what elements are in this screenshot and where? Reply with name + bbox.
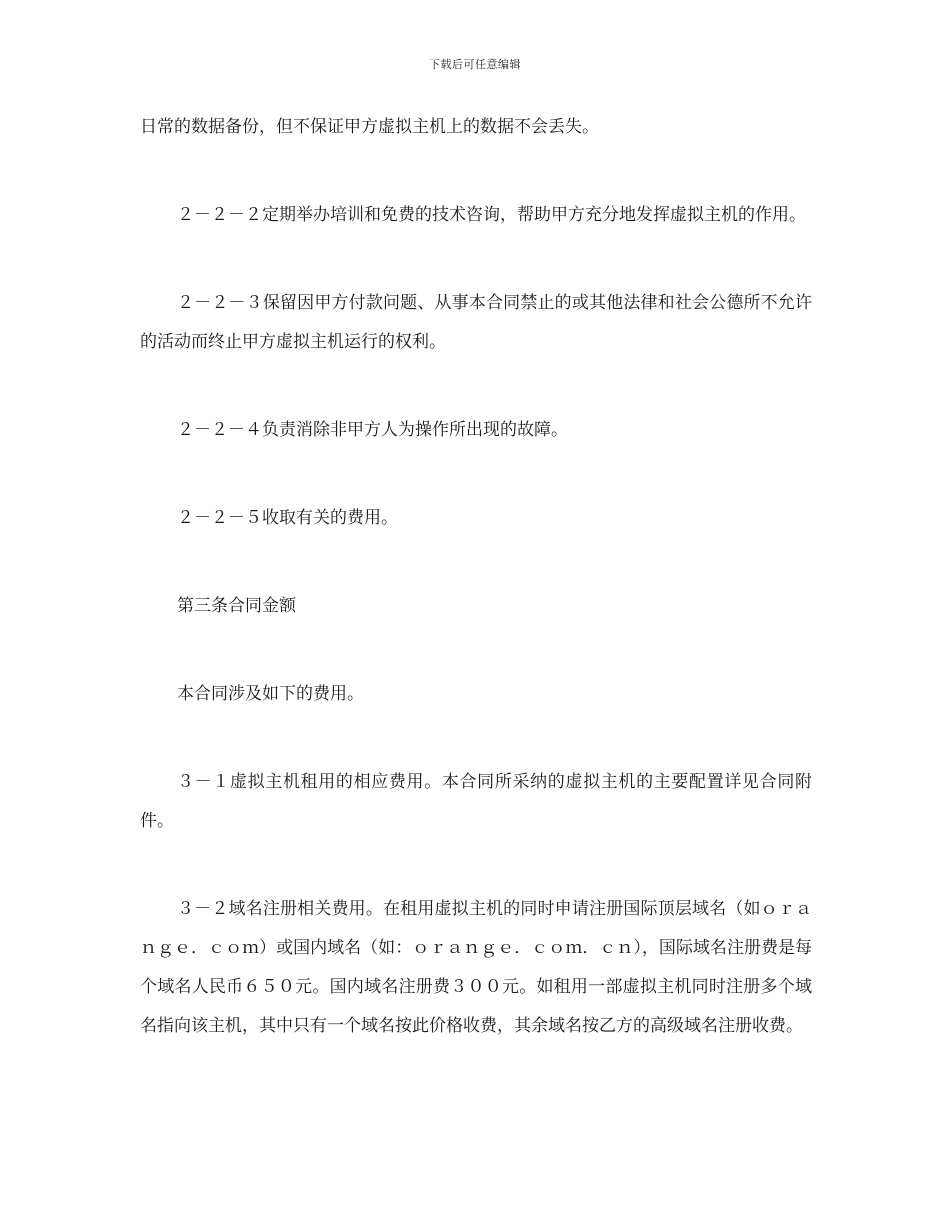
article-3-intro: 本合同涉及如下的费用。: [177, 684, 364, 704]
clause-2-2-3: ２－２－３保留因甲方付款问题、从事本合同禁止的或其他法律和社会公德所不允许的活动而终止甲方虚拟主机运行的权利。: [140, 293, 812, 352]
clause-3-2: ３－２域名注册相关费用。在租用虚拟主机的同时申请注册国际顶层域名（如ｏｒａｎｇｅ．ｃｏｍ）或国内域名（如：ｏｒａｎｇｅ．ｃｏｍ．ｃｎ），国际域名注册费是每个域名人民币６５０元。国内域名注册费３００元。如租用一部虚拟主机同时注册多个域名指向该主机，其中只有一个域名按此价格收费，其余域名按乙方的高级域名注册收费。: [140, 899, 812, 1036]
clause-3-1: ３－１虚拟主机租用的相应费用。本合同所采纳的虚拟主机的主要配置详见合同附件。: [140, 772, 812, 831]
clause-2-2-2: ２－２－２定期举办培训和免费的技术咨询，帮助甲方充分地发挥虚拟主机的作用。: [177, 205, 806, 225]
page-header: 下载后可任意编辑: [429, 58, 521, 71]
paragraph-continuation: 日常的数据备份，但不保证甲方虚拟主机上的数据不会丢失。: [140, 117, 599, 137]
document-body: [140, 108, 812, 1046]
clause-2-2-4: ２－２－４负责消除非甲方人为操作所出现的故障。: [177, 420, 568, 440]
section-heading-article-3: 第三条合同金额: [177, 596, 296, 616]
clause-2-2-5: ２－２－５收取有关的费用。: [177, 508, 398, 528]
